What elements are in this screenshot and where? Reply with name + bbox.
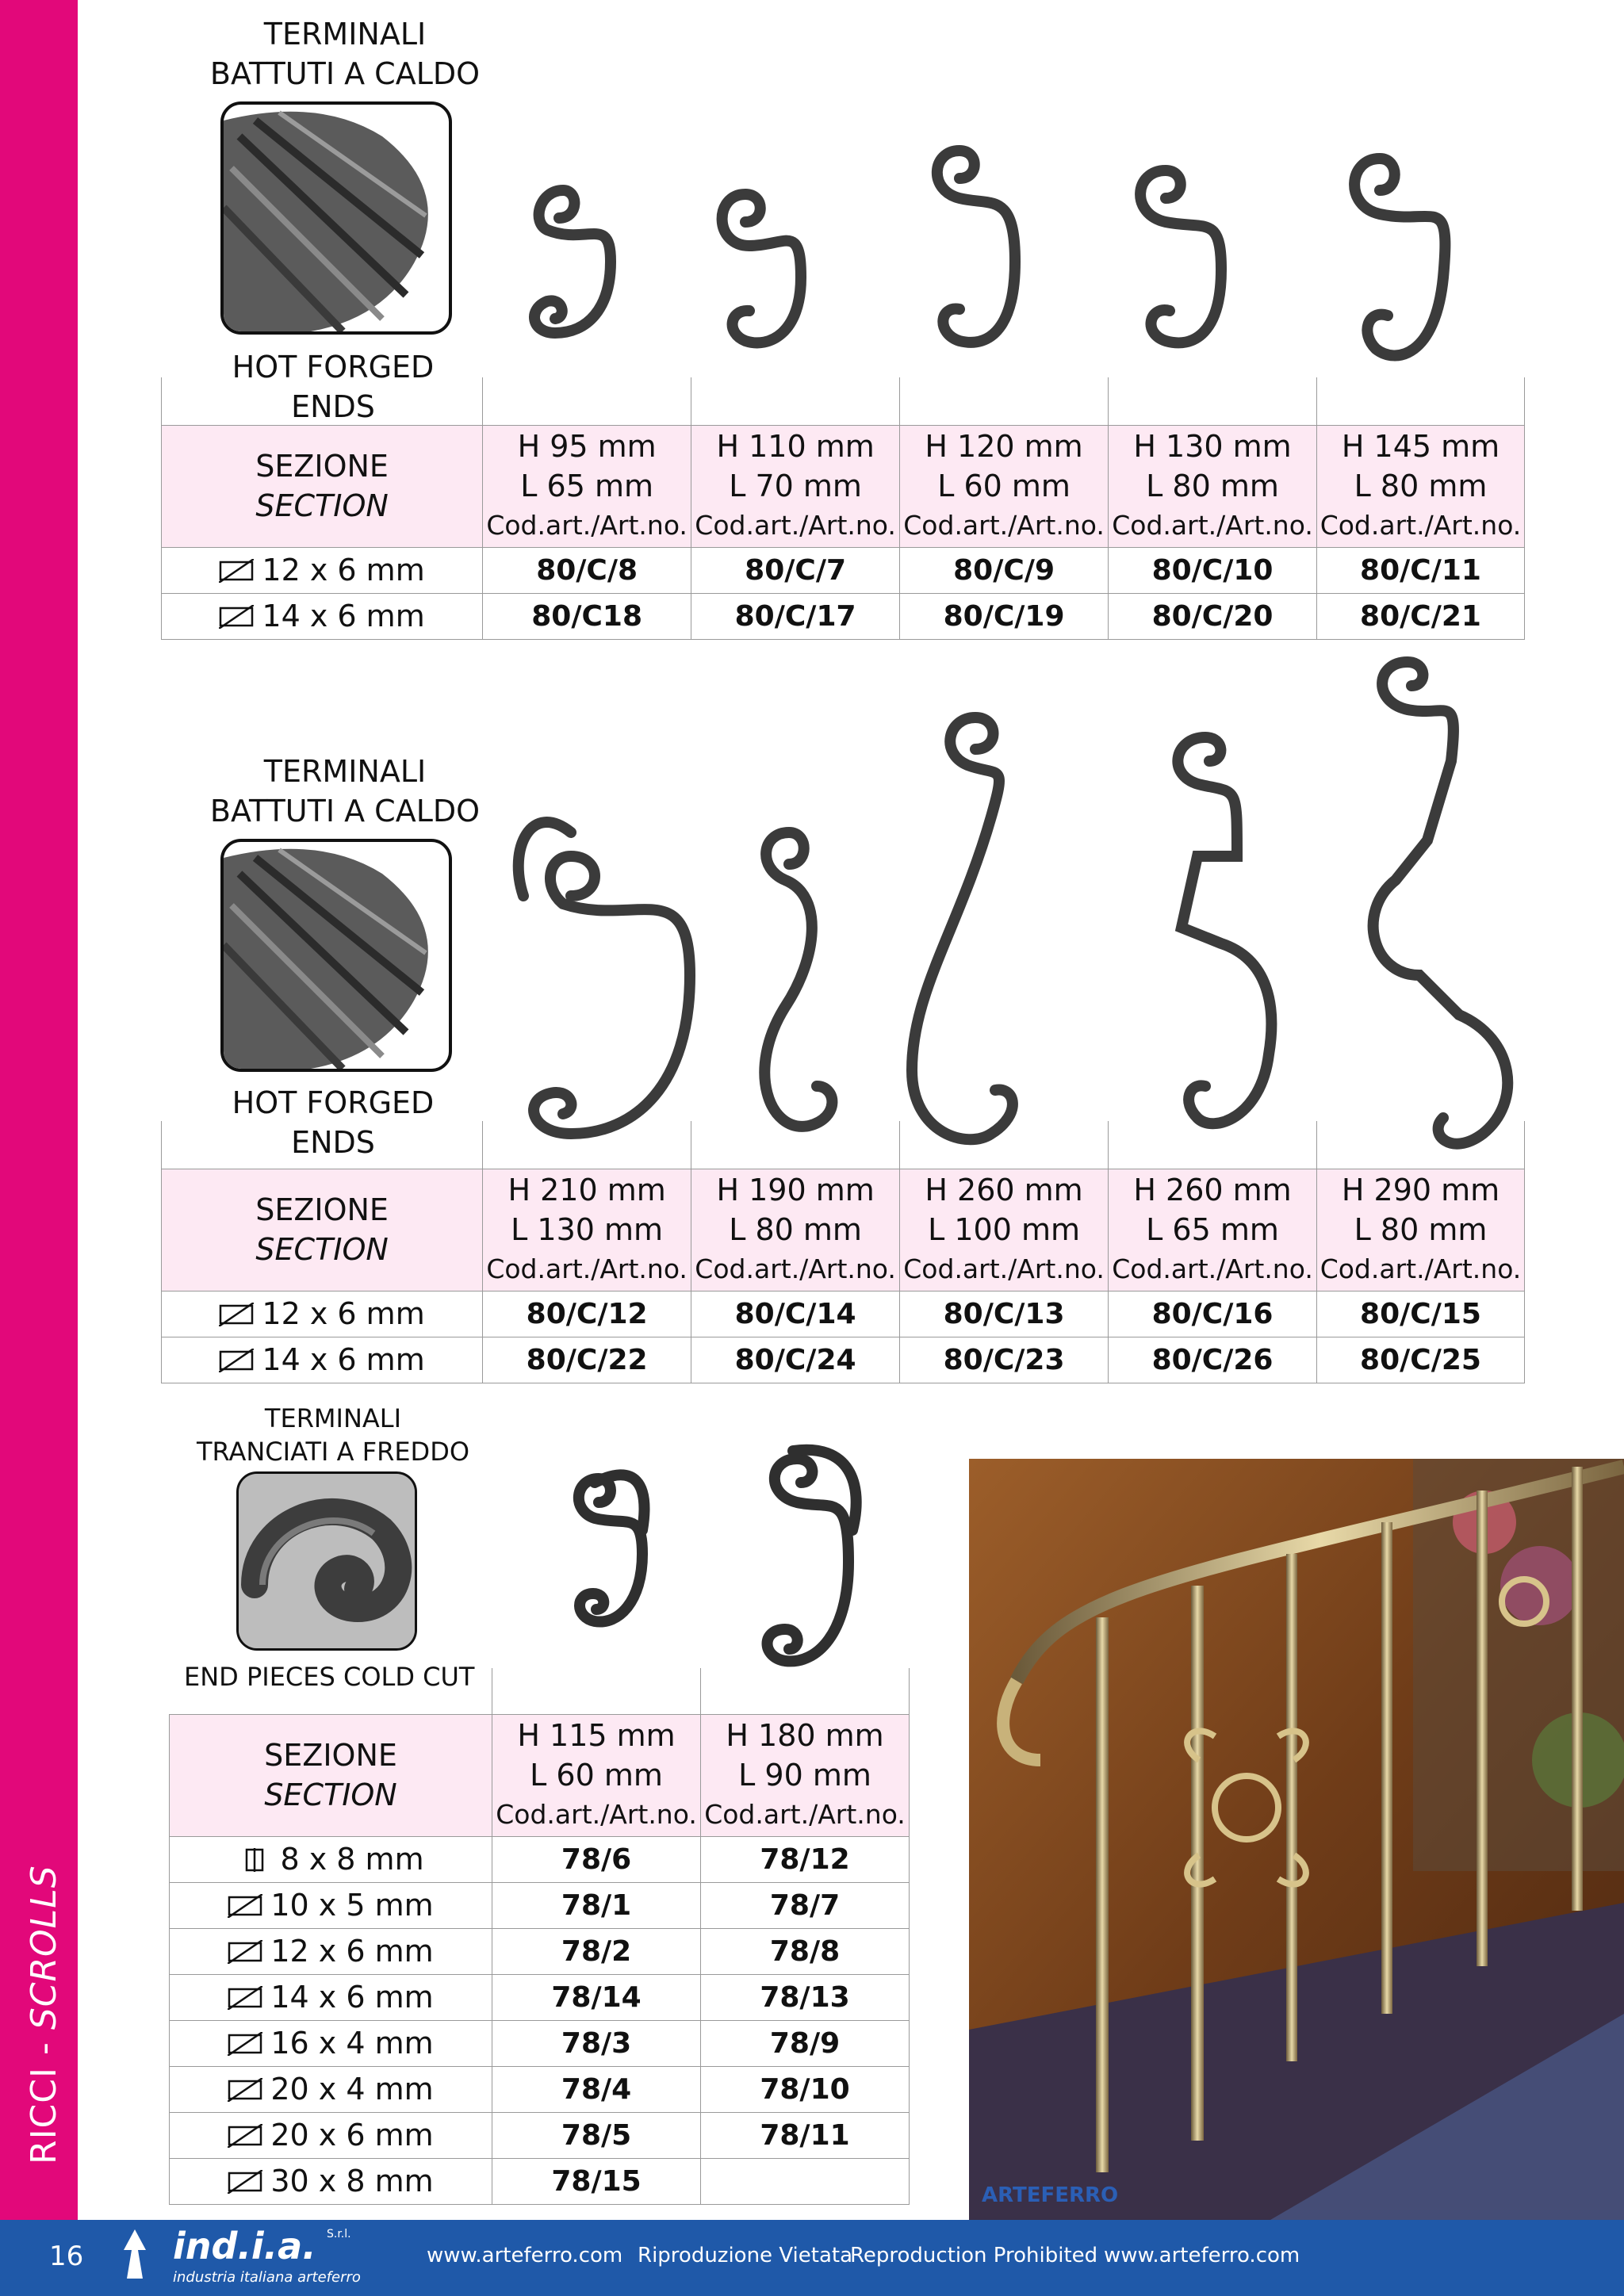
column-dims: H 190 mm L 80 mm Cod.art./Art.no. — [691, 1169, 900, 1291]
staircase-photo — [969, 1459, 1624, 2220]
article-code: 80/C/22 — [483, 1337, 691, 1383]
section-size-row: 16 x 4 mm — [170, 2020, 492, 2066]
article-code: 78/12 — [701, 1836, 910, 1882]
section-size-row: 20 x 6 mm — [170, 2112, 492, 2158]
section-size-row: 12 x 6 mm — [170, 1928, 492, 1974]
footer-link-website-2[interactable]: www.arteferro.com — [1104, 2244, 1300, 2267]
section-size-row: 30 x 8 mm — [170, 2158, 492, 2204]
article-code: 80/C/13 — [900, 1291, 1109, 1337]
footer-text-reproduction: Reproduction Prohibited — [850, 2244, 1098, 2267]
column-dims: H 130 mm L 80 mm Cod.art./Art.no. — [1109, 425, 1317, 547]
column-dims: H 115 mm L 60 mm Cod.art./Art.no. — [492, 1714, 701, 1836]
scroll-80-c-10-icon — [1140, 170, 1221, 342]
section1-table — [161, 377, 1525, 640]
article-code: 78/15 — [492, 2158, 701, 2204]
article-code: 78/4 — [492, 2066, 701, 2112]
article-code: 78/2 — [492, 1928, 701, 1974]
article-code: 78/14 — [492, 1974, 701, 2020]
section2-caption-en: HOT FORGED ENDS — [232, 1085, 435, 1160]
footer-link-website[interactable]: www.arteferro.com — [427, 2244, 623, 2267]
footer — [0, 2220, 1624, 2296]
scroll-80-c-12-icon — [519, 822, 690, 1134]
scroll-80-c-8-icon — [534, 190, 611, 333]
article-code: 80/C18 — [483, 593, 691, 639]
logo-suffix: S.r.l. — [327, 2228, 351, 2241]
logo-icon — [119, 2226, 151, 2282]
logo-text: ind.i.a. — [173, 2225, 316, 2267]
flat-bar-icon — [219, 1349, 254, 1372]
column-dims: H 290 mm L 80 mm Cod.art./Art.no. — [1317, 1169, 1525, 1291]
section-size-row: 12 x 6 mm — [162, 1291, 483, 1337]
article-code: 78/11 — [701, 2112, 910, 2158]
column-dims: H 180 mm L 90 mm Cod.art./Art.no. — [701, 1714, 910, 1836]
section-label: SEZIONE SECTION — [162, 1169, 483, 1291]
section1-caption-en: HOT FORGED ENDS — [232, 350, 435, 424]
scroll-80-c-16-icon — [1178, 737, 1271, 1123]
section-size-row: 14 x 6 mm — [170, 1974, 492, 2020]
article-code: 78/9 — [701, 2020, 910, 2066]
logo-tagline: industria italiana arteferro — [173, 2269, 361, 2286]
hot-forged-end-image — [220, 839, 452, 1072]
scroll-80-c-9-icon — [937, 151, 1015, 342]
section-size-row: 8 x 8 mm — [170, 1836, 492, 1882]
article-code: 80/C/19 — [900, 593, 1109, 639]
section2-scrolls — [484, 642, 1530, 1150]
flat-bar-icon — [228, 2124, 262, 2148]
article-code: 78/5 — [492, 2112, 701, 2158]
sidebar — [0, 0, 78, 2220]
hot-forged-end-image — [220, 101, 452, 335]
flat-bar-icon — [219, 559, 254, 583]
article-code: 80/C/21 — [1317, 593, 1525, 639]
flat-bar-icon — [228, 1894, 262, 1918]
sidebar-label: RICCI - SCROLLS — [24, 1865, 64, 2164]
column-dims: H 95 mm L 65 mm Cod.art./Art.no. — [483, 425, 691, 547]
column-dims: H 145 mm L 80 mm Cod.art./Art.no. — [1317, 425, 1525, 547]
scroll-80-c-14-icon — [764, 832, 832, 1127]
article-code: 80/C/12 — [483, 1291, 691, 1337]
section1-scrolls — [484, 103, 1530, 381]
article-code: 78/1 — [492, 1882, 701, 1928]
article-code: 80/C/16 — [1109, 1291, 1317, 1337]
square-bar-icon — [237, 1848, 272, 1872]
column-dims: H 260 mm L 100 mm Cod.art./Art.no. — [900, 1169, 1109, 1291]
section2-caption-it: TERMINALI BATTUTI A CALDO — [209, 754, 481, 828]
page-number: 16 — [49, 2241, 84, 2272]
section-label: SEZIONE SECTION — [170, 1714, 492, 1836]
section3-scrolls — [531, 1435, 912, 1689]
article-code: 78/3 — [492, 2020, 701, 2066]
section3-caption-en: END PIECES COLD CUT — [184, 1662, 475, 1692]
article-code: 78/10 — [701, 2066, 910, 2112]
column-dims: H 210 mm L 130 mm Cod.art./Art.no. — [483, 1169, 691, 1291]
section-size-row: 20 x 4 mm — [170, 2066, 492, 2112]
column-dims: H 120 mm L 60 mm Cod.art./Art.no. — [900, 425, 1109, 547]
article-code: 80/C/9 — [900, 547, 1109, 593]
section-label: SEZIONE SECTION — [162, 425, 483, 547]
flat-bar-icon — [219, 1303, 254, 1326]
article-code: 78/7 — [701, 1882, 910, 1928]
article-code: 78/13 — [701, 1974, 910, 2020]
article-code: 80/C/24 — [691, 1337, 900, 1383]
section-size-row: 10 x 5 mm — [170, 1882, 492, 1928]
column-dims: H 260 mm L 65 mm Cod.art./Art.no. — [1109, 1169, 1317, 1291]
scroll-78-6-icon — [579, 1475, 645, 1621]
flat-bar-icon — [228, 2032, 262, 2056]
section-size-row: 14 x 6 mm — [162, 593, 483, 639]
flat-bar-icon — [228, 1986, 262, 2010]
article-code: 80/C/17 — [691, 593, 900, 639]
section-size-row: 12 x 6 mm — [162, 547, 483, 593]
scroll-80-c-13-icon — [912, 718, 1013, 1139]
article-code: 80/C/26 — [1109, 1337, 1317, 1383]
article-code: 80/C/11 — [1317, 547, 1525, 593]
flat-bar-icon — [228, 2170, 262, 2194]
article-code — [701, 2158, 910, 2204]
flat-bar-icon — [219, 605, 254, 629]
section3-caption-it: TERMINALI TRANCIATI A FREDDO — [196, 1403, 470, 1467]
section3-table — [169, 1668, 910, 2205]
article-code: 78/8 — [701, 1928, 910, 1974]
article-code: 80/C/14 — [691, 1291, 900, 1337]
footer-text-riproduzione: Riproduzione Vietata — [638, 2244, 853, 2267]
article-code: 80/C/8 — [483, 547, 691, 593]
scroll-80-c-11-icon — [1354, 159, 1445, 355]
column-dims: H 110 mm L 70 mm Cod.art./Art.no. — [691, 425, 900, 547]
article-code: 80/C/7 — [691, 547, 900, 593]
section1-caption-it: TERMINALI BATTUTI A CALDO — [209, 17, 481, 91]
flat-bar-icon — [228, 2078, 262, 2102]
article-code: 80/C/25 — [1317, 1337, 1525, 1383]
scroll-80-c-7-icon — [722, 194, 801, 342]
scroll-80-c-15-icon — [1373, 662, 1508, 1144]
section-size-row: 14 x 6 mm — [162, 1337, 483, 1383]
flat-bar-icon — [228, 1940, 262, 1964]
scroll-78-12-icon — [768, 1450, 856, 1662]
article-code: 78/6 — [492, 1836, 701, 1882]
cold-cut-end-image — [236, 1471, 417, 1651]
article-code: 80/C/10 — [1109, 547, 1317, 593]
article-code: 80/C/23 — [900, 1337, 1109, 1383]
article-code: 80/C/20 — [1109, 593, 1317, 639]
section2-table — [161, 1121, 1525, 1383]
article-code: 80/C/15 — [1317, 1291, 1525, 1337]
photo-caption: ARTEFERRO — [982, 2183, 1119, 2207]
